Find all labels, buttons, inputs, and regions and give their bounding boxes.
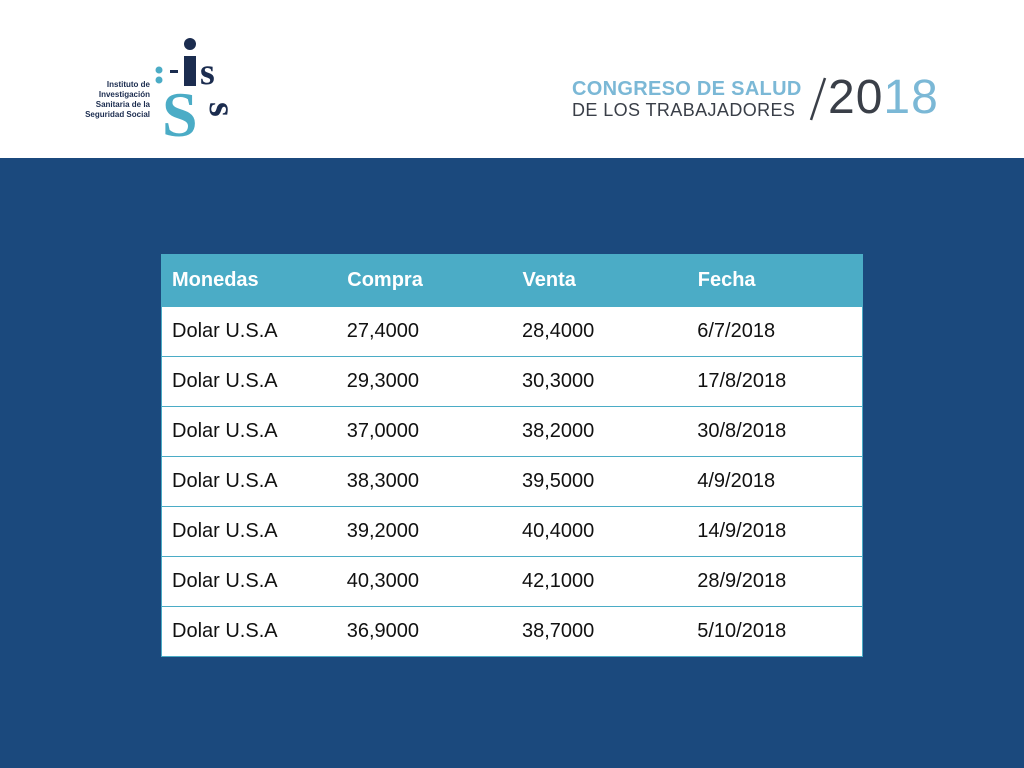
cell-fecha: 28/9/2018 — [687, 557, 862, 607]
table-row — [162, 407, 863, 457]
iiss-logo-mark-icon — [150, 36, 246, 142]
cell-compra: 38,3000 — [337, 457, 512, 507]
logo-caption — [78, 80, 150, 120]
cell-venta: 42,1000 — [512, 557, 687, 607]
cell-moneda: Dolar U.S.A — [162, 607, 337, 657]
cell-venta: 38,2000 — [512, 407, 687, 457]
congress-year-dark: 20 — [828, 71, 884, 124]
cell-fecha: 4/9/2018 — [687, 457, 862, 507]
congress-title-line2: DE LOS TRABAJADORES — [572, 100, 796, 120]
header — [0, 0, 1024, 158]
cell-compra: 40,3000 — [337, 557, 512, 607]
exchange-rate-table — [161, 254, 863, 657]
cell-moneda: Dolar U.S.A — [162, 457, 337, 507]
table-row — [162, 307, 863, 357]
cell-fecha: 17/8/2018 — [687, 357, 862, 407]
table-row — [162, 507, 863, 557]
cell-fecha: 14/9/2018 — [687, 507, 862, 557]
congress-year — [828, 70, 939, 126]
cell-venta: 30,3000 — [512, 357, 687, 407]
iiss-logo — [78, 36, 248, 142]
table-row — [162, 557, 863, 607]
cell-compra: 29,3000 — [337, 357, 512, 407]
cell-fecha: 30/8/2018 — [687, 407, 862, 457]
cell-moneda: Dolar U.S.A — [162, 307, 337, 357]
logo-caption-line: Sanitaria de la — [95, 100, 150, 109]
column-header-fecha: Fecha — [687, 255, 862, 307]
congress-year-light: 18 — [883, 71, 939, 124]
svg-text:S: S — [162, 79, 198, 142]
cell-fecha: 6/7/2018 — [687, 307, 862, 357]
logo-caption-line: Investigación — [98, 90, 150, 99]
column-header-venta: Venta — [512, 255, 687, 307]
cell-compra: 27,4000 — [337, 307, 512, 357]
exchange-rate-table-container — [161, 254, 863, 657]
cell-venta: 28,4000 — [512, 307, 687, 357]
cell-moneda: Dolar U.S.A — [162, 357, 337, 407]
table-row — [162, 457, 863, 507]
logo-caption-line: Instituto de — [106, 80, 150, 89]
table-row — [162, 607, 863, 657]
cell-venta: 38,7000 — [512, 607, 687, 657]
cell-venta: 40,4000 — [512, 507, 687, 557]
main-content — [0, 158, 1024, 768]
column-header-monedas: Monedas — [162, 255, 337, 307]
congress-title-line1: CONGRESO DE SALUD — [572, 78, 802, 100]
column-header-compra: Compra — [337, 255, 512, 307]
cell-compra: 39,2000 — [337, 507, 512, 557]
cell-compra: 37,0000 — [337, 407, 512, 457]
table-header-row — [162, 255, 863, 307]
cell-venta: 39,5000 — [512, 457, 687, 507]
cell-moneda: Dolar U.S.A — [162, 407, 337, 457]
cell-moneda: Dolar U.S.A — [162, 507, 337, 557]
cell-fecha: 5/10/2018 — [687, 607, 862, 657]
cell-compra: 36,9000 — [337, 607, 512, 657]
svg-text:s: s — [200, 51, 215, 93]
congress-title — [572, 71, 952, 126]
slash-divider-icon — [806, 74, 830, 124]
svg-text:s: s — [201, 102, 243, 117]
cell-moneda: Dolar U.S.A — [162, 557, 337, 607]
logo-caption-line: Seguridad Social — [85, 110, 150, 119]
table-row — [162, 357, 863, 407]
